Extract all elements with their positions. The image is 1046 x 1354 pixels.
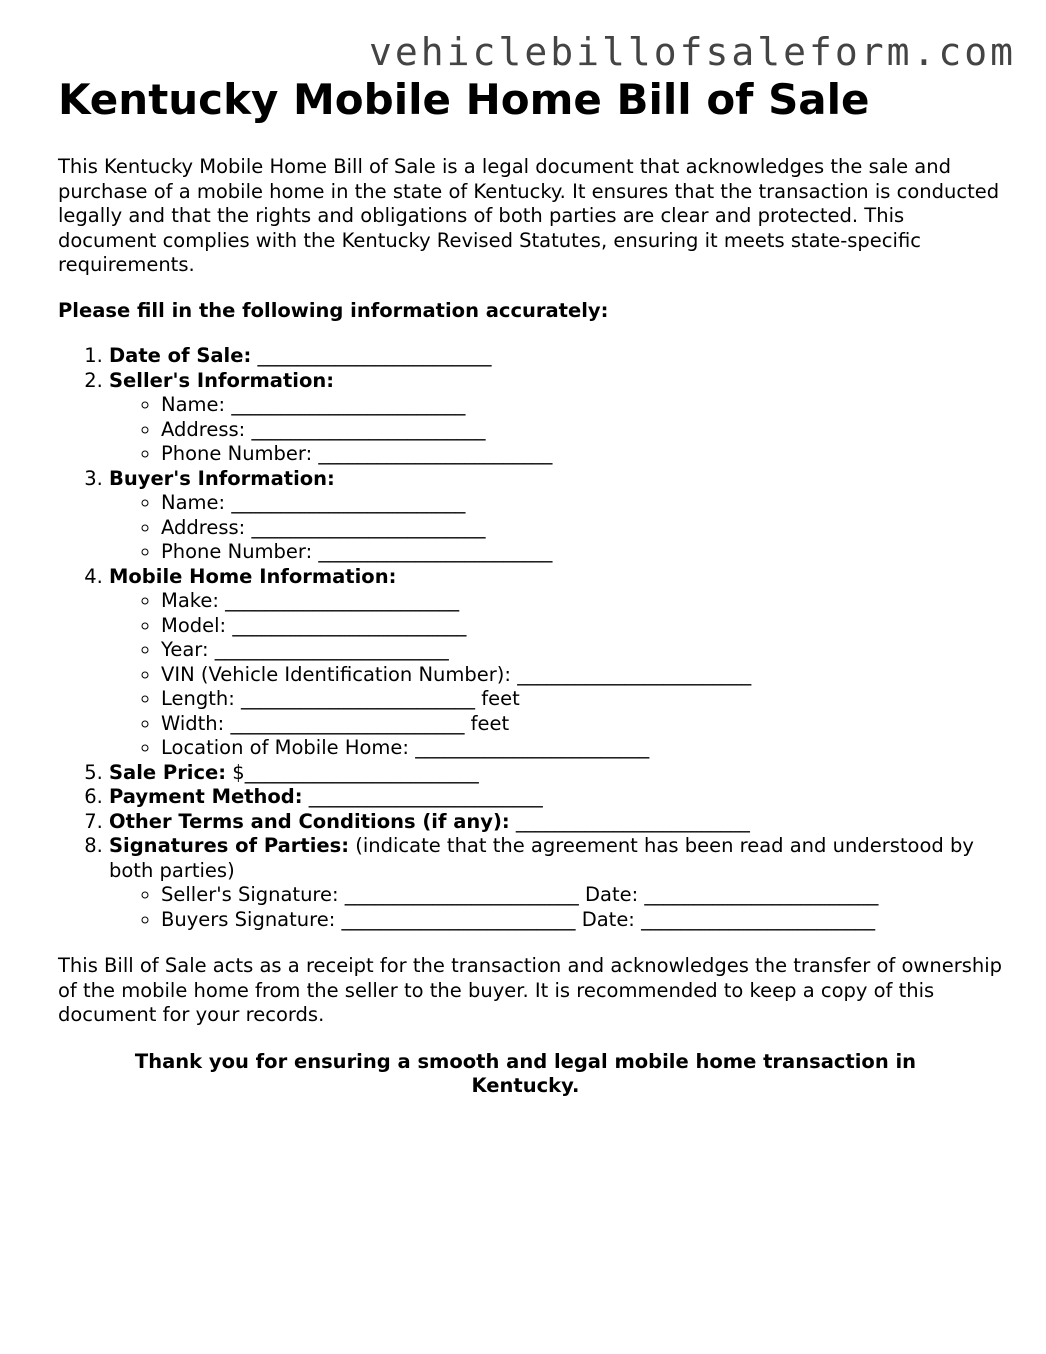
outro-paragraph: This Bill of Sale acts as a receipt for the transaction and acknowledges the transfer of ownership of the mobile home from the seller to the buyer. It is recommended to keep a copy of this document for your records. <box>58 954 1003 1026</box>
width-blank[interactable]: ________________________ <box>230 711 465 735</box>
location-label: Location of Mobile Home: <box>161 736 409 759</box>
other-terms-label: Other Terms and Conditions (if any): <box>109 809 510 833</box>
length-unit: feet <box>481 687 520 710</box>
year-item <box>161 638 1003 663</box>
seller-date-label: Date: <box>585 883 639 906</box>
make-label: Make: <box>161 589 219 612</box>
seller-address-blank[interactable]: ________________________ <box>251 417 486 441</box>
year-label: Year: <box>161 638 209 661</box>
seller-address-item <box>161 418 1003 443</box>
list-item-date-of-sale <box>109 344 1003 369</box>
seller-info-heading: Seller's Information: <box>109 368 335 392</box>
buyer-signature-blank[interactable]: ________________________ <box>341 907 576 931</box>
mobile-home-info-heading: Mobile Home Information: <box>109 564 397 588</box>
list-item-payment-method <box>109 785 1003 810</box>
model-label: Model: <box>161 613 227 637</box>
width-item <box>161 712 1003 737</box>
seller-address-label: Address: <box>161 417 246 441</box>
length-label: Length: <box>161 687 235 710</box>
list-item-sale-price <box>109 761 1003 786</box>
form-fields-list <box>58 344 1003 932</box>
buyer-name-item <box>161 491 1003 516</box>
location-blank[interactable]: ________________________ <box>415 736 650 759</box>
intro-paragraph: This Kentucky Mobile Home Bill of Sale is a legal document that acknowledges the sale and purchase of a mobile home in the state of Kentucky. It ensures that the transaction is conducted legally and that the rights and obligations of both parties are clear and protected. This document complies with the Kentucky Revised Statutes, ensuring it meets state-specific requirements. <box>58 155 1000 276</box>
seller-date-blank[interactable]: ________________________ <box>644 883 879 906</box>
page-title: Kentucky Mobile Home Bill of Sale <box>58 75 870 124</box>
buyer-signature-label: Buyers Signature: <box>161 907 336 931</box>
buyer-address-label: Address: <box>161 515 246 539</box>
length-blank[interactable]: ________________________ <box>241 687 476 710</box>
seller-signature-label: Seller's Signature: <box>161 883 339 906</box>
list-item-buyer-info <box>109 467 1003 565</box>
buyer-date-label: Date: <box>581 907 635 931</box>
buyer-info-heading: Buyer's Information: <box>109 466 335 490</box>
vin-item <box>161 663 1003 688</box>
year-blank[interactable]: ________________________ <box>214 638 449 661</box>
model-blank[interactable]: ________________________ <box>232 613 467 637</box>
vin-label: VIN (Vehicle Identification Number): <box>161 662 511 686</box>
length-item <box>161 687 1003 712</box>
signatures-heading: Signatures of Parties: <box>109 834 350 857</box>
buyer-phone-blank[interactable]: ________________________ <box>318 540 553 563</box>
width-label: Width: <box>161 711 225 735</box>
width-unit: feet <box>470 711 510 735</box>
sale-price-label: Sale Price: <box>109 760 227 784</box>
model-item <box>161 614 1003 639</box>
list-item-signatures <box>109 834 1003 932</box>
seller-signature-blank[interactable]: ________________________ <box>344 883 579 906</box>
seller-phone-blank[interactable]: ________________________ <box>318 442 553 465</box>
make-blank[interactable]: ________________________ <box>225 589 460 612</box>
buyer-name-label: Name: <box>161 491 226 514</box>
location-item <box>161 736 1003 761</box>
seller-phone-label: Phone Number: <box>161 442 313 465</box>
buyer-date-blank[interactable]: ________________________ <box>641 907 876 931</box>
buyer-name-blank[interactable]: ________________________ <box>231 491 466 514</box>
watermark: vehiclebillofsaleform.com <box>369 30 1016 74</box>
seller-phone-item <box>161 442 1003 467</box>
seller-name-label: Name: <box>161 393 226 416</box>
date-of-sale-label: Date of Sale: <box>109 344 252 367</box>
seller-signature-item <box>161 883 1003 908</box>
mobile-home-fields <box>109 589 1003 761</box>
document <box>58 72 1003 1099</box>
payment-method-label: Payment Method: <box>109 785 303 808</box>
seller-fields <box>109 393 1003 467</box>
list-item-other-terms <box>109 810 1003 835</box>
instruction: Please fill in the following information accurately: <box>58 298 609 322</box>
sale-price-blank[interactable]: ________________________ <box>244 760 479 784</box>
signature-fields <box>109 883 1003 932</box>
buyer-phone-label: Phone Number: <box>161 540 313 563</box>
buyer-signature-item <box>161 908 1003 933</box>
payment-method-blank[interactable]: ________________________ <box>308 785 543 808</box>
list-item-seller-info <box>109 369 1003 467</box>
buyer-address-blank[interactable]: ________________________ <box>251 515 486 539</box>
date-of-sale-blank[interactable]: ________________________ <box>257 344 492 367</box>
list-item-mobile-home-info <box>109 565 1003 761</box>
make-item <box>161 589 1003 614</box>
vin-blank[interactable]: ________________________ <box>517 662 752 686</box>
currency-symbol: $ <box>232 760 245 784</box>
buyer-fields <box>109 491 1003 565</box>
thank-you-note: Thank you for ensuring a smooth and legal mobile home transaction in Kentucky. <box>134 1049 917 1097</box>
other-terms-blank[interactable]: ________________________ <box>515 809 750 833</box>
signatures-note: (indicate that the agreement has been read and understood by both parties) <box>109 834 974 882</box>
seller-name-item <box>161 393 1003 418</box>
buyer-address-item <box>161 516 1003 541</box>
buyer-phone-item <box>161 540 1003 565</box>
seller-name-blank[interactable]: ________________________ <box>231 393 466 416</box>
